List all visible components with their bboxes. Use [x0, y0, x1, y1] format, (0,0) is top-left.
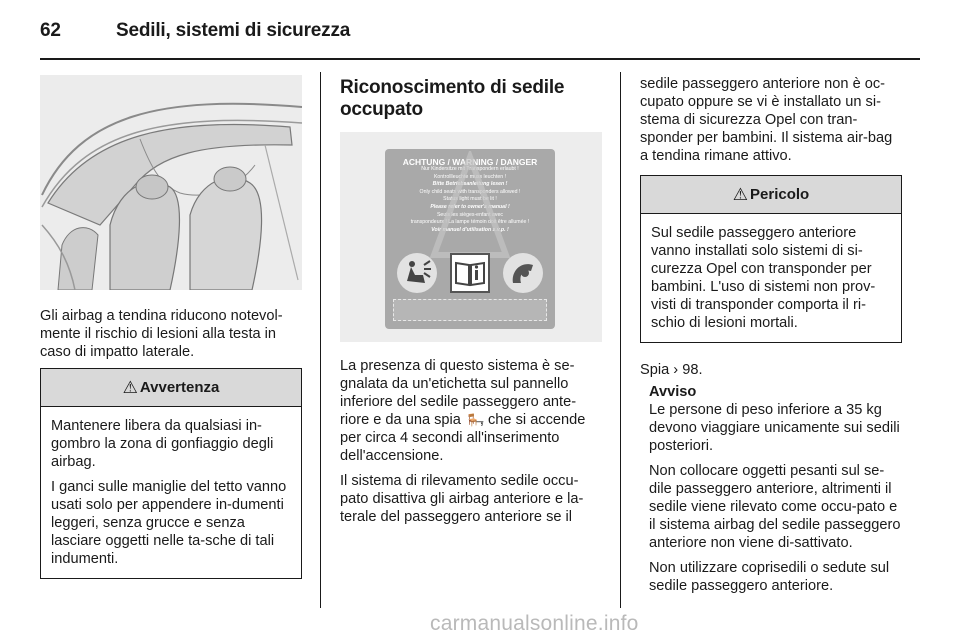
column-divider: [620, 72, 621, 608]
warning-paragraph: Mantenere libera da qualsiasi in-gombro la zona di gonfiaggio degli airbag.: [51, 418, 274, 470]
airbag-curtain-figure: [40, 75, 302, 290]
middle-column: [340, 75, 602, 533]
label-line: Bitte Betriebsanleitung lesen !: [432, 181, 508, 188]
warning-box: [40, 368, 302, 579]
label-line: Kontrollleuchte muss leuchten !: [433, 173, 507, 180]
airbag-label-figure: [340, 132, 602, 342]
label-line: Seuls les sièges-enfant avec: [436, 211, 504, 218]
notice-paragraph: Non collocare oggetti pesanti sul se-dile passeggero anteriore, altrimenti il sedile viene rilevato come occu-pato e il sistema airbag del sedile passeggero anteriore non viene di-sattivato.: [649, 463, 901, 551]
manual-book-icon: [450, 253, 490, 293]
spia-page-ref[interactable]: 98.: [682, 362, 703, 378]
left-column: [40, 75, 302, 579]
label-line: Please refer to owner's manual !: [430, 203, 510, 210]
warning-box-body: [41, 407, 301, 578]
label-line: Only child seats with transponders allowed !: [419, 188, 521, 195]
continuation-paragraph: sedile passeggero anteriore non è oc-cupato oppure se vi è installato un si-stema di sicurezza Opel con tran-sponder per bambini. Il sistema air-bag a tendina rimane attivo.: [640, 76, 893, 164]
column-divider: [320, 72, 321, 608]
notice-section: [640, 383, 902, 595]
warning-box-header: [41, 369, 301, 407]
child-seat-pictogram-icon: [503, 253, 543, 293]
warning-triangle-icon: ⚠: [122, 377, 138, 397]
warning-paragraph: I ganci sulle maniglie del tetto vanno usati solo per appendere in-dumenti leggeri, senza grucce e senza lasciare oggetti nelle ta-sche di tali indumenti.: [51, 479, 287, 567]
warning-triangle-icon: ⚠: [732, 184, 749, 204]
intro-text: Gli airbag a tendina riducono notevol-mente il rischio di lesioni alla testa in caso di impatto laterale.: [40, 308, 283, 360]
detection-paragraph: [340, 357, 602, 465]
page-header: [40, 20, 350, 42]
notice-paragraph: Non utilizzare coprisedili o sedute sul sedile passeggero anteriore.: [649, 560, 890, 594]
label-banner: ACHTUNG / WARNING / DANGER: [402, 157, 538, 167]
notice-title: Avviso: [649, 384, 697, 400]
detection-text-end: , che si accende per circa 4 secondi all'inserimento dell'accensione.: [340, 412, 586, 464]
label-footer-strip: [393, 299, 547, 321]
label-warning-triangle-icon: [430, 151, 510, 261]
seat-occupant-pictogram-icon: [397, 253, 437, 293]
section-heading: Riconoscimento di sedile occupato: [340, 77, 565, 120]
label-line: Voir manuel d'utilisation s.v.p. !: [431, 226, 509, 233]
spia-reference[interactable]: [640, 361, 902, 379]
label-line: Nur Kindersitze mit Transpondern erlaubt !: [421, 166, 519, 172]
danger-paragraph: Sul sedile passeggero anteriore vanno installati solo sistemi di si-curezza Opel con transponder per bambini. L'uso di sistemi non prov-visti di transponder comporta il ri-schio di lesioni mortali.: [651, 225, 876, 331]
seat-occupied-indicator-icon: 🪑̶: [464, 413, 480, 427]
right-column: [640, 75, 902, 602]
watermark: carmanualsonline.info: [430, 612, 639, 635]
danger-title: Pericolo: [750, 185, 810, 203]
page-title: Sedili, sistemi di sicurezza: [116, 20, 351, 41]
airbag-label: [385, 149, 555, 329]
detection-text: La presenza di questo sistema è se-gnalata da un'etichetta sul pannello inferiore del sedile passeggero ante-riore e da una spia: [340, 358, 577, 428]
page-ref-arrow-icon: ›: [673, 362, 679, 378]
label-line: transpondeurs ! La lampe témoin doit être allumée !: [410, 219, 530, 226]
page-number: 62: [40, 20, 61, 41]
warning-title: Avvertenza: [139, 378, 220, 396]
airbag-curtain-illustration-icon: [40, 75, 302, 290]
detection-system-paragraph: Il sistema di rilevamento sedile occu-pato disattiva gli airbag anteriore e la-terale del passeggero anteriore se il: [340, 473, 584, 525]
danger-box-body: [641, 214, 901, 342]
header-rule: [40, 58, 920, 60]
danger-box-header: [641, 176, 901, 214]
danger-box: [640, 175, 902, 343]
label-line: Status light must be lit !: [443, 196, 497, 203]
notice-paragraph: Le persone di peso inferiore a 35 kg devono viaggiare unicamente sui sedili posteriori.: [649, 402, 900, 454]
spia-label: Spia: [640, 362, 670, 378]
